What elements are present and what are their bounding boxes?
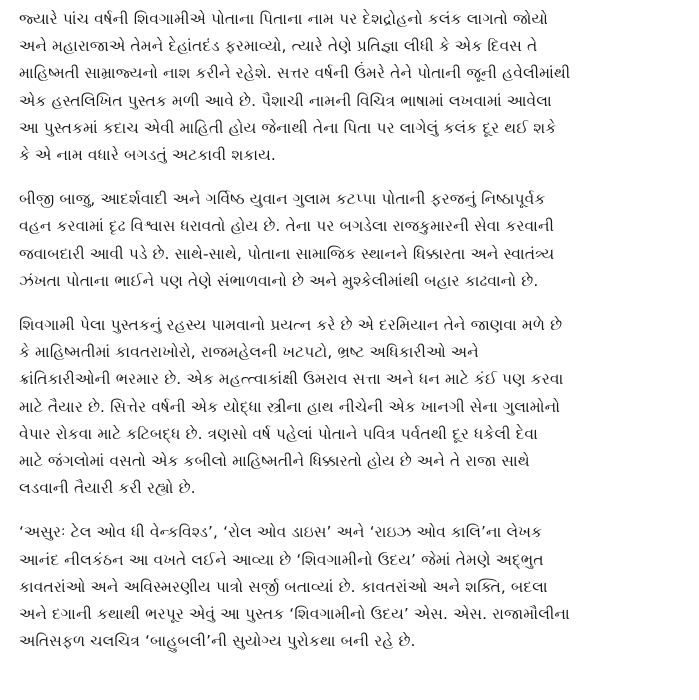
paragraph-kattappa	[19, 186, 687, 295]
text-line: ક્રાંતિકારીઓની ભરમાર છે. એક મહત્ત્વાકાંક્ષી ઉમરાવ સત્તા અને ધન માટે કંઈ પણ કરવા	[19, 370, 564, 389]
book-description	[19, 6, 687, 672]
paragraph-mahishmati-intrigue	[19, 312, 687, 502]
text-line: ‘અસુરઃ ટેલ ઓવ ધી વેન્કવિશ્ડ’, ‘રોલ ઓવ ડાઇસ’ અને ‘રાઇઝ ઓવ કાલિ’ના લેખક	[19, 523, 543, 542]
text-line: વેપાર રોકવા માટે કટિબદ્ધ છે. ત્રણસો વર્ષ પહેલાં પોતાને પવિત્ર પર્વતથી દૂર ધકેલી દેવા	[19, 424, 538, 443]
text-line: ઝંખતા પોતાના ભાઈને પણ તેણે સંભાળવાનો છે અને મુશ્કેલીમાંથી બહાર કાઢવાનો છે.	[19, 271, 539, 290]
text-line: અને દગાની કથાથી ભરપૂર એવું આ પુસ્તક ‘શિવગામીનો ઉદય’ એસ. એસ. રાજામૌલીના	[19, 605, 570, 624]
paragraph-shivagami-vow	[19, 6, 687, 169]
text-line: માટે તૈયાર છે. સિત્તેર વર્ષની એક યોદ્ધા સ્ત્રીના હાથ નીચેની એક ખાનગી સેના ગુલામોનો	[19, 397, 561, 416]
text-line: એક હસ્તલિખિત પુસ્તક મળી આવે છે. પૈશાચી નામની વિચિત્ર ભાષામાં લખવામાં આવેલા	[19, 91, 552, 110]
text-line: આનંદ નીલકંઠન આ વખતે લઈને આવ્યા છે ‘શિવગામીનો ઉદય’ જેમાં તેમણે અદ્ભુત	[19, 550, 544, 569]
text-line: વહન કરવામાં દૃઢ વિશ્વાસ ધરાવતો હોય છે. તેના પર બગડેલા રાજકુમારની સેવા કરવાની	[19, 217, 554, 236]
text-line: માહિષ્મતી સામ્રાજ્યનો નાશ કરીને રહેશે. સત્તર વર્ષની ઉંમરે તેને પોતાની જૂની હવેલીમાંથી	[19, 64, 571, 83]
text-line: આ પુસ્તકમાં કદાચ એવી માહિતી હોય જેનાથી તેના પિતા પર લાગેલું કલંક દૂર થઈ શકે	[19, 118, 557, 137]
text-line: માટે જંગલોમાં વસતો એક કબીલો માહિષ્મતીને ધિક્કારતો હોય છે અને તે રાજા સાથે	[19, 452, 530, 471]
text-line: કે એ નામ વધારે બગડતું અટકાવી શકાય.	[19, 146, 276, 165]
text-line: જવાબદારી આવી પડે છે. સાથે-સાથે, પોતાના સામાજિક સ્થાનને ધિક્કારતા અને સ્વાતંત્ર્ય	[19, 244, 555, 263]
paragraph-author-note	[19, 519, 687, 655]
text-line: લડવાની તૈયારી કરી રહ્યો છે.	[19, 479, 196, 498]
text-line: અતિસફળ ચલચિત્ર ‘બાહુબલી’ની સુયોગ્ય પુરોકથા બની રહે છે.	[19, 632, 416, 651]
text-line: જ્યારે પાંચ વર્ષની શિવગામીએ પોતાના પિતાના નામ પર દેશદ્રોહનો કલંક લાગતો જોયો	[19, 10, 549, 28]
text-line: કે માહિષ્મતીમાં કાવતરાખોરો, રાજમહેલની ખટપટો, ભ્રષ્ટ અધિકારીઓ અને	[19, 343, 479, 362]
text-line: શિવગામી પેલા પુસ્તકનું રહસ્ય પામવાનો પ્રયત્ન કરે છે એ દરમિયાન તેને જાણવા મળે છે	[19, 316, 563, 335]
text-line: અને મહારાજાએ તેમને દેહાંતદંડ ફરમાવ્યો, ત્યારે તેણે પ્રતિજ્ઞા લીધી કે એક દિવસ તે	[19, 37, 538, 56]
text-line: બીજી બાજુ, આદર્શવાદી અને ગર્વિષ્ઠ યુવાન ગુલામ કટપ્પા પોતાની ફરજનું નિષ્ઠાપૂર્વક	[19, 190, 546, 209]
text-line: કાવતરાંઓ અને અવિસ્મરણીય પાત્રો સર્જી બતાવ્યાં છે. કાવતરાંઓ અને શક્તિ, બદલા	[19, 577, 548, 596]
